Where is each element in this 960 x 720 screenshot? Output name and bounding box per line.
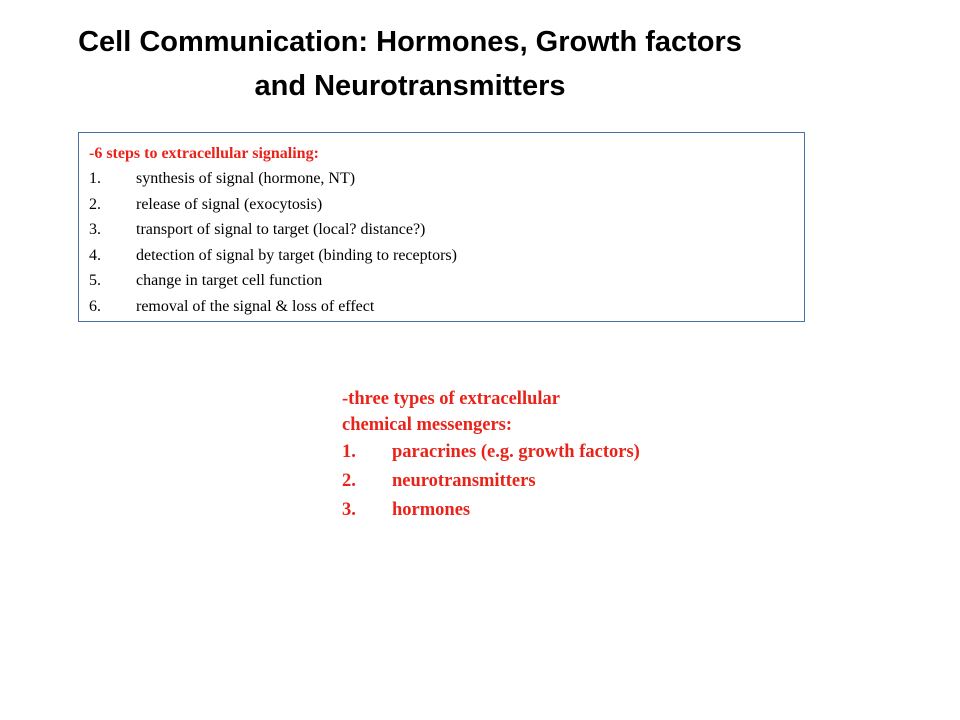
messenger-types-heading-line2: chemical messengers:	[342, 415, 513, 435]
list-item-text: neurotransmitters	[392, 471, 536, 491]
list-item-text: hormones	[392, 500, 471, 520]
list-item	[342, 438, 762, 467]
list-item-number: 6.	[89, 297, 101, 315]
slide-title	[0, 20, 820, 108]
signaling-steps-box	[78, 132, 805, 322]
list-item	[89, 243, 804, 269]
list-item-number: 1.	[89, 170, 101, 187]
list-item	[342, 467, 762, 496]
list-item-number: 3.	[342, 500, 356, 520]
list-item-text: change in target cell function	[136, 272, 323, 290]
list-item-number: 1.	[342, 442, 356, 462]
slide-title-line1: Cell Communication: Hormones, Growth factors	[78, 26, 742, 58]
list-item	[89, 268, 804, 294]
list-item-text: transport of signal to target (local? distance?)	[136, 221, 426, 239]
list-item-text: removal of the signal & loss of effect	[136, 297, 375, 315]
messenger-types-heading-line1: -three types of extracellular	[342, 389, 560, 409]
signaling-steps-list	[89, 166, 804, 320]
list-item-text: release of signal (exocytosis)	[136, 195, 323, 213]
list-item-text: synthesis of signal (hormone, NT)	[136, 170, 356, 187]
list-item	[89, 192, 804, 218]
list-item	[342, 496, 762, 525]
list-item-number: 3.	[89, 221, 101, 239]
list-item-number: 2.	[89, 195, 101, 213]
list-item-number: 2.	[342, 471, 356, 491]
list-item	[89, 217, 804, 243]
list-item-number: 5.	[89, 272, 101, 290]
list-item	[89, 166, 804, 192]
signaling-steps-heading: -6 steps to extracellular signaling:	[89, 145, 319, 162]
list-item	[89, 294, 804, 320]
list-item-text: paracrines (e.g. growth factors)	[392, 442, 640, 462]
list-item-text: detection of signal by target (binding to receptors)	[136, 246, 457, 264]
messenger-types-block	[342, 386, 762, 525]
messenger-types-list	[342, 438, 762, 525]
list-item-number: 4.	[89, 246, 101, 264]
slide-title-line2: and Neurotransmitters	[254, 70, 566, 102]
